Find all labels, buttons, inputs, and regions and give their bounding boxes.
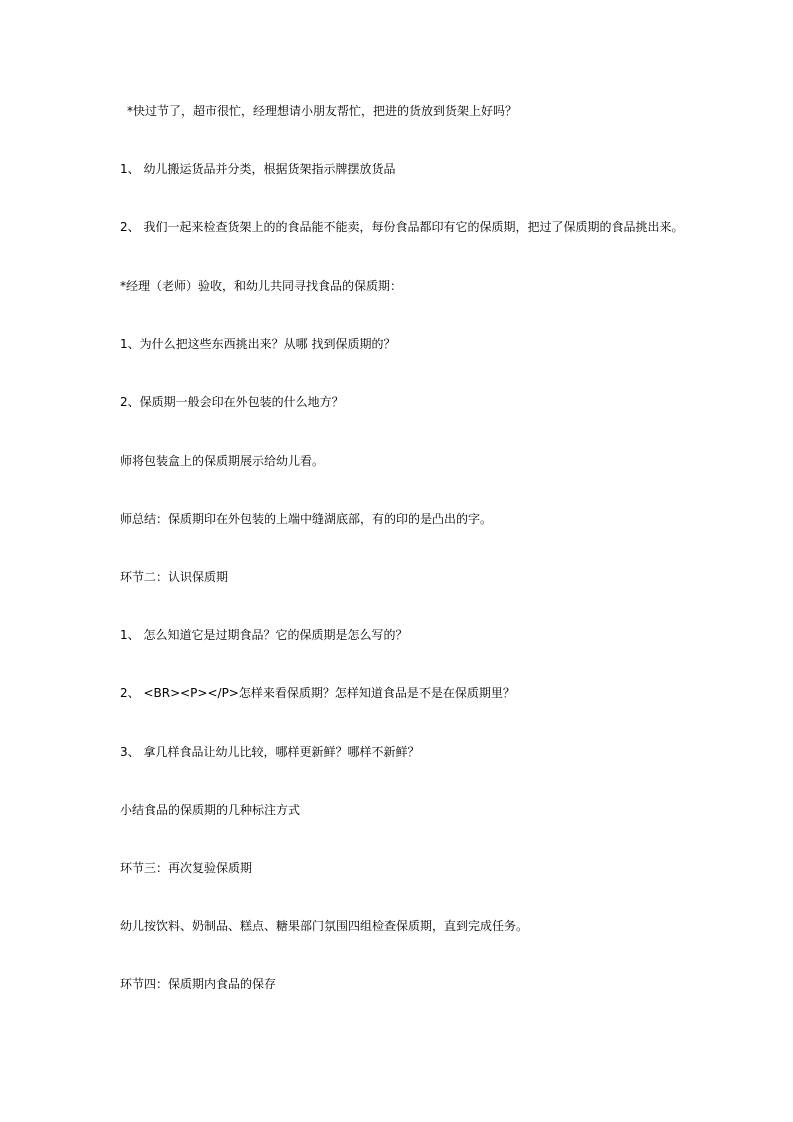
paragraph-line: 2、 <BR><P></P>怎样来看保质期？怎样知道食品是不是在保质期里？ — [120, 686, 515, 700]
paragraph-line: 3、 拿几样食品让幼儿比较，哪样更新鲜？哪样不新鲜？ — [120, 745, 420, 759]
paragraph-line: 2、 我们一起来检查货架上的的食品能不能卖，每份食品都印有它的保质期，把过了保质期的食品挑出来。 — [120, 220, 684, 234]
paragraph-line: 师总结：保质期印在外包装的上端中缝湖底部，有的印的是凸出的字。 — [120, 512, 493, 526]
paragraph-line: 1、 幼儿搬运货品并分类，根据货架指示牌摆放货品 — [120, 162, 396, 176]
paragraph-line: 2、保质期一般会印在外包装的什么地方？ — [120, 395, 344, 409]
paragraph-line: *快过节了，超市很忙，经理想请小朋友帮忙，把进的货放到货架上好吗？ — [127, 104, 518, 118]
paragraph-line: 1、 怎么知道它是过期食品？它的保质期是怎么写的？ — [120, 628, 408, 642]
paragraph-line: 1、为什么把这些东西挑出来？从哪 找到保质期的？ — [120, 337, 396, 351]
paragraph-line: 师将包装盒上的保质期展示给幼儿看。 — [120, 454, 325, 468]
paragraph-line: 幼儿按饮料、奶制品、糕点、糖果部门氛围四组检查保质期，直到完成任务。 — [120, 919, 529, 933]
section-heading: 环节二：认识保质期 — [120, 570, 229, 584]
paragraph-line: 小结食品的保质期的几种标注方式 — [120, 803, 301, 817]
paragraph-line: *经理（老师）验收，和幼儿共同寻找食品的保质期： — [120, 279, 403, 293]
section-heading: 环节四：保质期内食品的保存 — [120, 977, 277, 991]
section-heading: 环节三：再次复验保质期 — [120, 861, 253, 875]
